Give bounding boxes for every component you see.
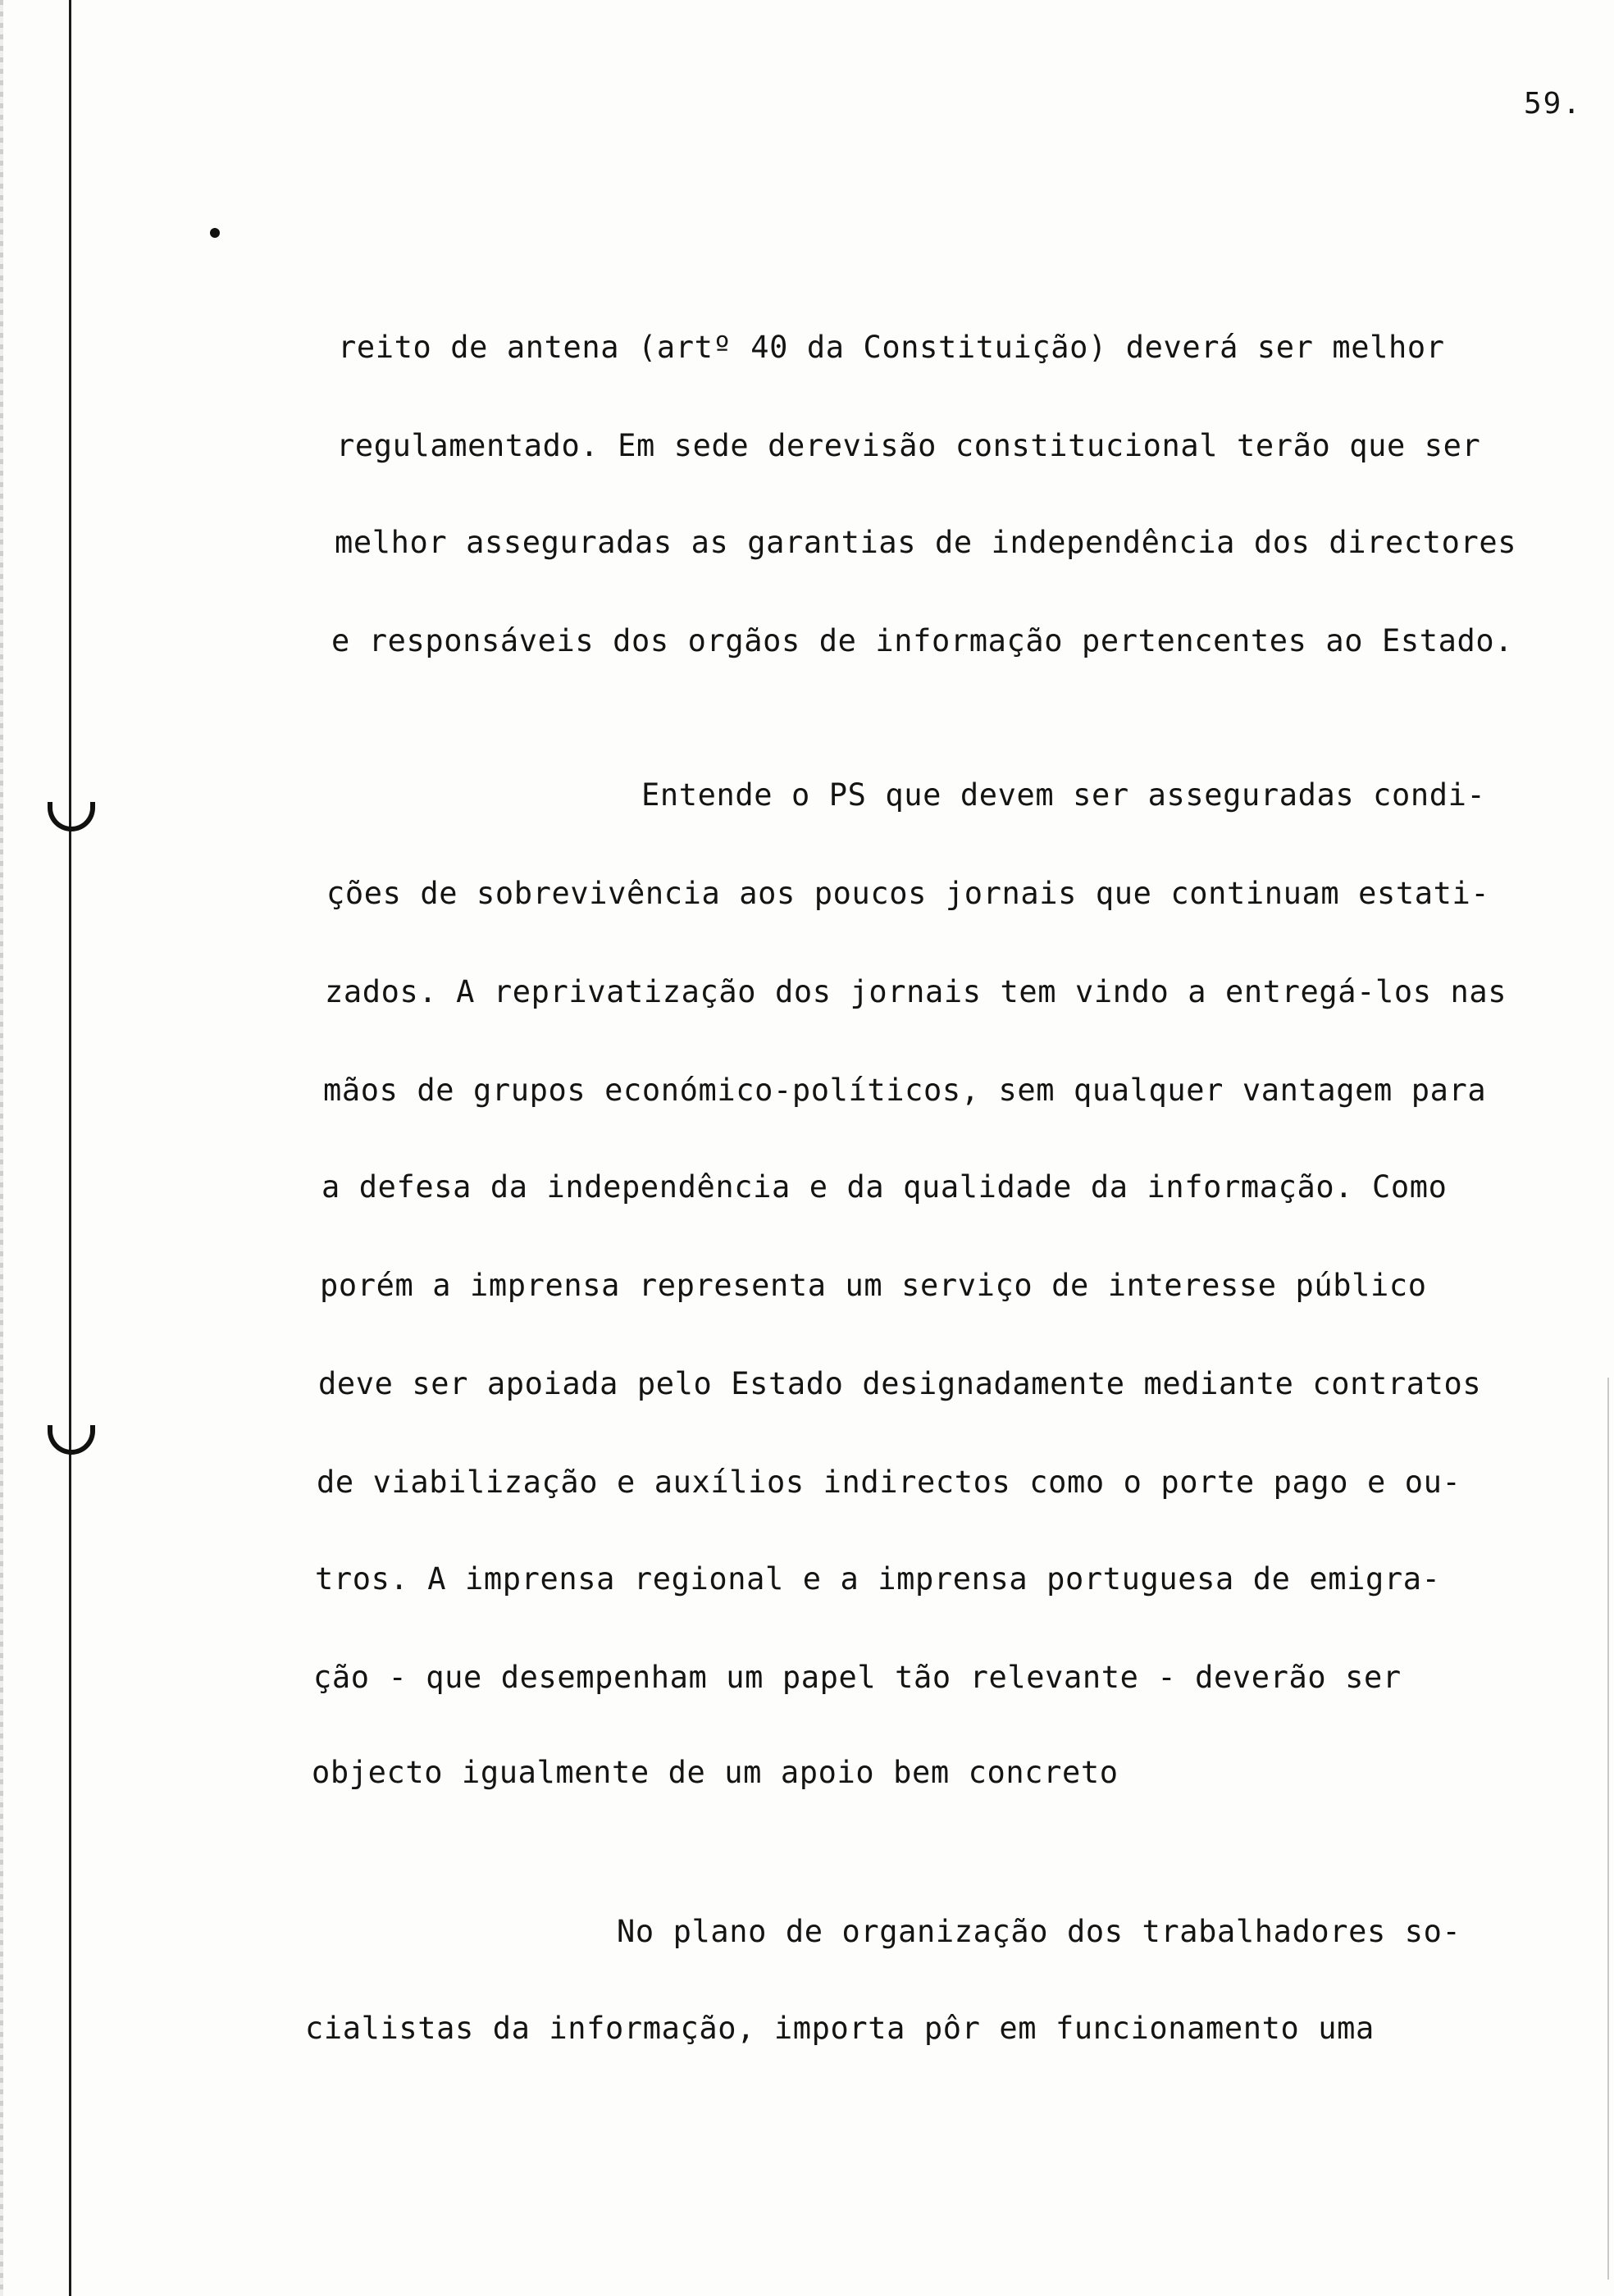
binder-margin-line xyxy=(69,0,71,2296)
punch-hole-icon xyxy=(48,802,95,831)
page-right-edge xyxy=(1607,1378,1609,2280)
text-line: regulamentado. Em sede derevisão constitucional terão que ser xyxy=(336,428,1481,463)
text-line: zados. A reprivatização dos jornais tem vindo a entregá-los nas xyxy=(325,974,1507,1009)
text-line: porém a imprensa representa um serviço de interesse público xyxy=(320,1268,1427,1303)
punch-hole-icon xyxy=(48,1425,95,1455)
text-line: tros. A imprensa regional e a imprensa portuguesa de emigra- xyxy=(315,1561,1441,1597)
text-line: e responsáveis dos orgãos de informação pertencentes ao Estado. xyxy=(331,623,1514,658)
text-line: cialistas da informação, importa pôr em funcionamento uma xyxy=(305,2011,1375,2046)
text-line: objecto igualmente de um apoio bem concreto xyxy=(312,1755,1119,1790)
text-line: ção - que desempenham um papel tão relevante - deverão ser xyxy=(313,1660,1402,1695)
text-line: melhor asseguradas as garantias de independência dos directores xyxy=(335,525,1517,560)
text-line: a defesa da independência e da qualidade da informação. Como xyxy=(321,1169,1448,1205)
page-number: 59. xyxy=(1524,87,1583,121)
text-line: reito de antena (artº 40 da Constituição) deverá ser melhor xyxy=(338,330,1445,365)
text-line: No plano de organização dos trabalhadores so- xyxy=(617,1914,1461,1949)
text-line: mãos de grupos económico-políticos, sem qualquer vantagem para xyxy=(323,1073,1487,1108)
ink-dot-icon xyxy=(210,228,220,238)
page-left-edge xyxy=(0,0,3,2296)
text-line: deve ser apoiada pelo Estado designadamente mediante contratos xyxy=(318,1366,1482,1401)
text-line: ções de sobrevivência aos poucos jornais que continuam estati- xyxy=(326,876,1490,911)
text-line: de viabilização e auxílios indirectos como o porte pago e ou- xyxy=(317,1465,1461,1500)
text-line: Entende o PS que devem ser asseguradas condi- xyxy=(641,777,1486,813)
